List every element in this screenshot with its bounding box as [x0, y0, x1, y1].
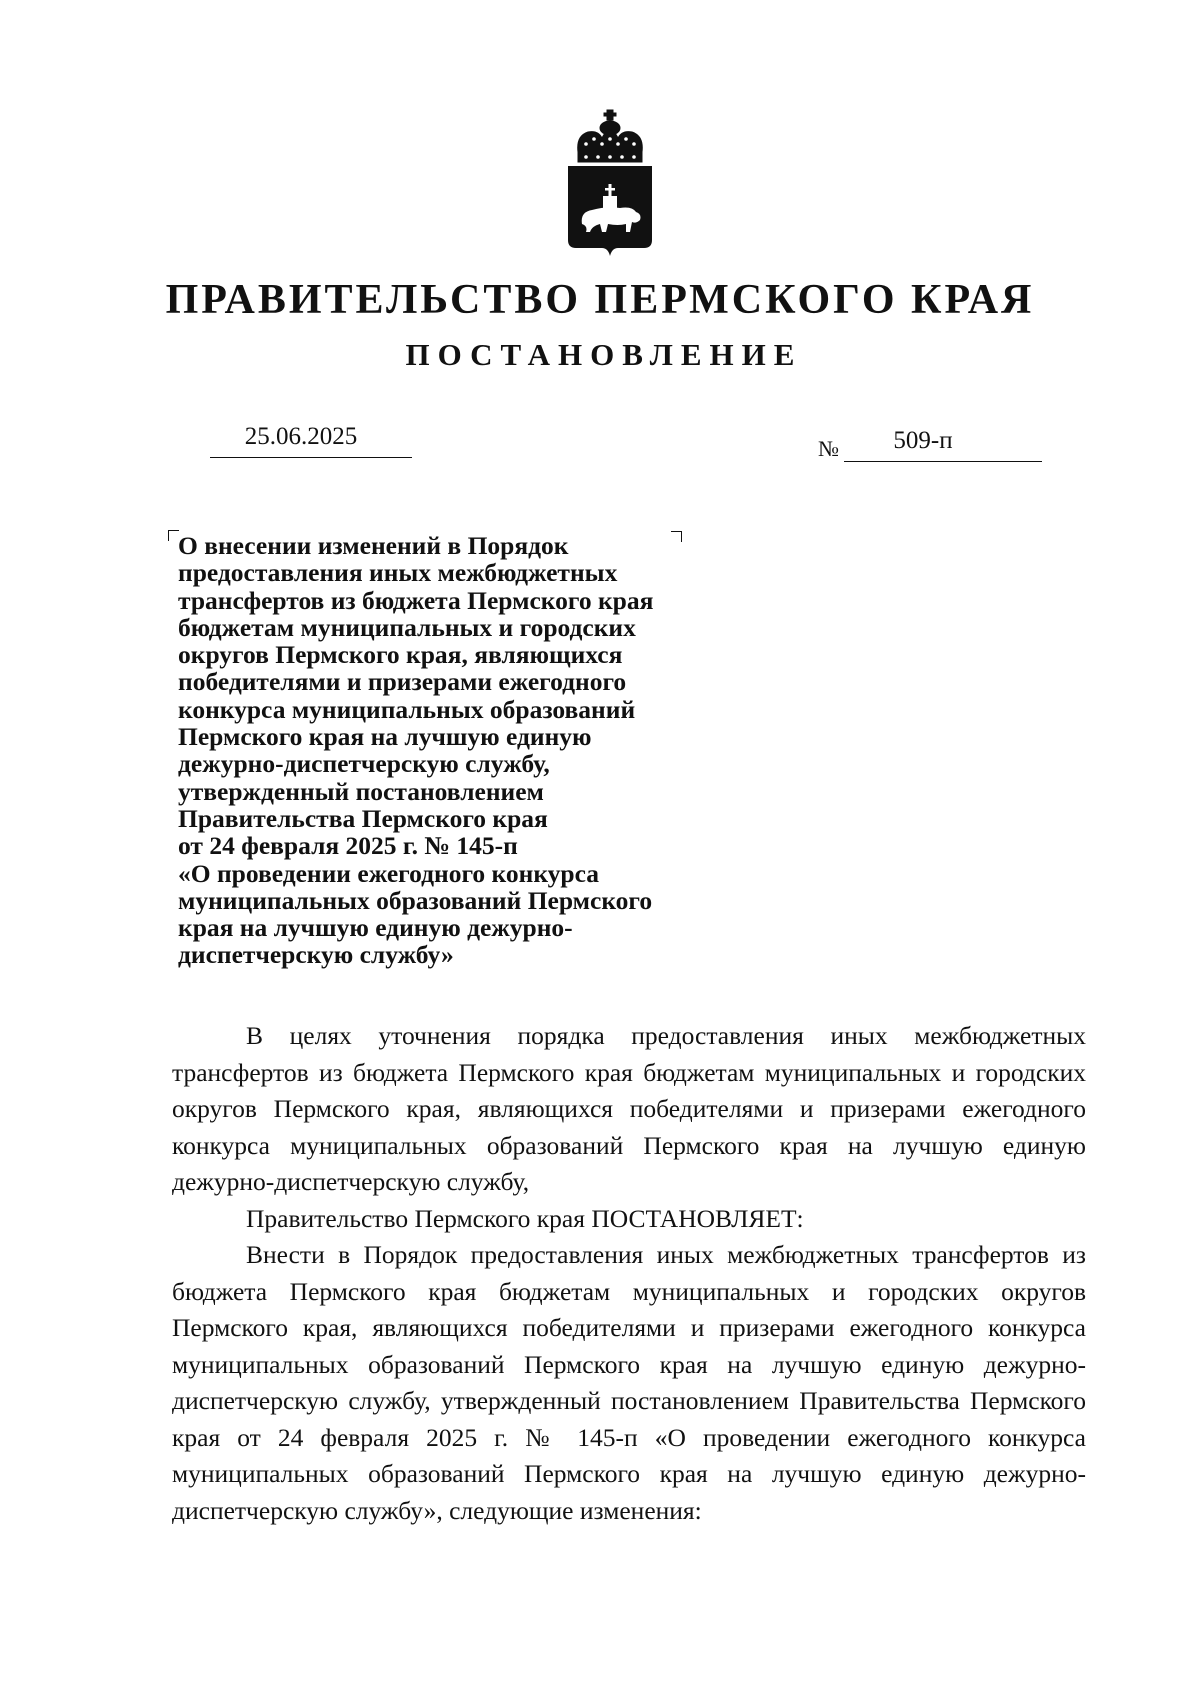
organization-title: ПРАВИТЕЛЬСТВО ПЕРМСКОГО КРАЯ: [165, 277, 1035, 323]
heading-line: округов Пермского края, являющихся: [178, 640, 623, 670]
document-date: 25.06.2025: [210, 418, 412, 458]
heading-line: края на лучшую единую дежурно-: [178, 913, 573, 943]
heading-line: Пермского края на лучшую единую: [178, 722, 592, 752]
body-paragraph: Правительство Пермского края ПОСТАНОВЛЯЕТ:: [246, 1203, 804, 1233]
heading-line: утвержденный постановлением: [178, 776, 544, 806]
heading-line: трансфертов из бюджета Пермского края: [178, 585, 654, 615]
heading-line: «О проведении ежегодного конкурса: [178, 858, 599, 888]
heading-line: О внесении изменений в Порядок: [178, 531, 569, 560]
heading-line: дежурно-диспетчерскую службу,: [178, 749, 550, 779]
document-number-block: [818, 420, 1042, 462]
document-number: 509-п: [844, 422, 1042, 462]
body-paragraph: Внести в Порядок предоставления иных межбюджетных трансфертов из бюджета Пермского края бюджетам муниципальных и городских округов Пермского края, являющихся победителями и призерами ежегодного конкурса муниципальных образований Пермского края на лучшую единую дежурно-диспетчерскую службу, утвержденный постановлением Правительства Пермского края от 24 февраля 2025 г. № 145-п «О проведении ежегодного конкурса муниципальных образований Пермского края на лучшую единую дежурно-диспетчерскую службу», следующие изменения:: [172, 1240, 1086, 1525]
heading-line: муниципальных образований Пермского: [178, 885, 653, 915]
heading-line: Правительства Пермского края: [178, 803, 548, 833]
heading-line: победителями и призерами ежегодного: [178, 667, 627, 697]
heading-line: конкурса муниципальных образований: [178, 694, 636, 724]
number-sign: №: [818, 436, 839, 461]
heading-line: бюджетам муниципальных и городских: [178, 612, 636, 642]
perm-krai-coat-of-arms-icon: [560, 108, 660, 260]
heading-line: от 24 февраля 2025 г. № 145-п: [178, 831, 518, 861]
heading-line: диспетчерскую службу»: [178, 940, 454, 970]
document-heading: [178, 532, 738, 969]
document-body: [172, 1018, 1086, 1529]
heading-line: предоставления иных межбюджетных: [178, 558, 618, 588]
document-type: ПОСТАНОВЛЕНИЕ: [405, 337, 803, 372]
body-paragraph: В целях уточнения порядка предоставления иных межбюджетных трансфертов из бюджета Пермского края бюджетам муниципальных и городских округов Пермского края, являющихся победителями и призерами ежегодного конкурса муниципальных образований Пермского края на лучшую единую дежурно-диспетчерскую службу,: [172, 1021, 1086, 1196]
